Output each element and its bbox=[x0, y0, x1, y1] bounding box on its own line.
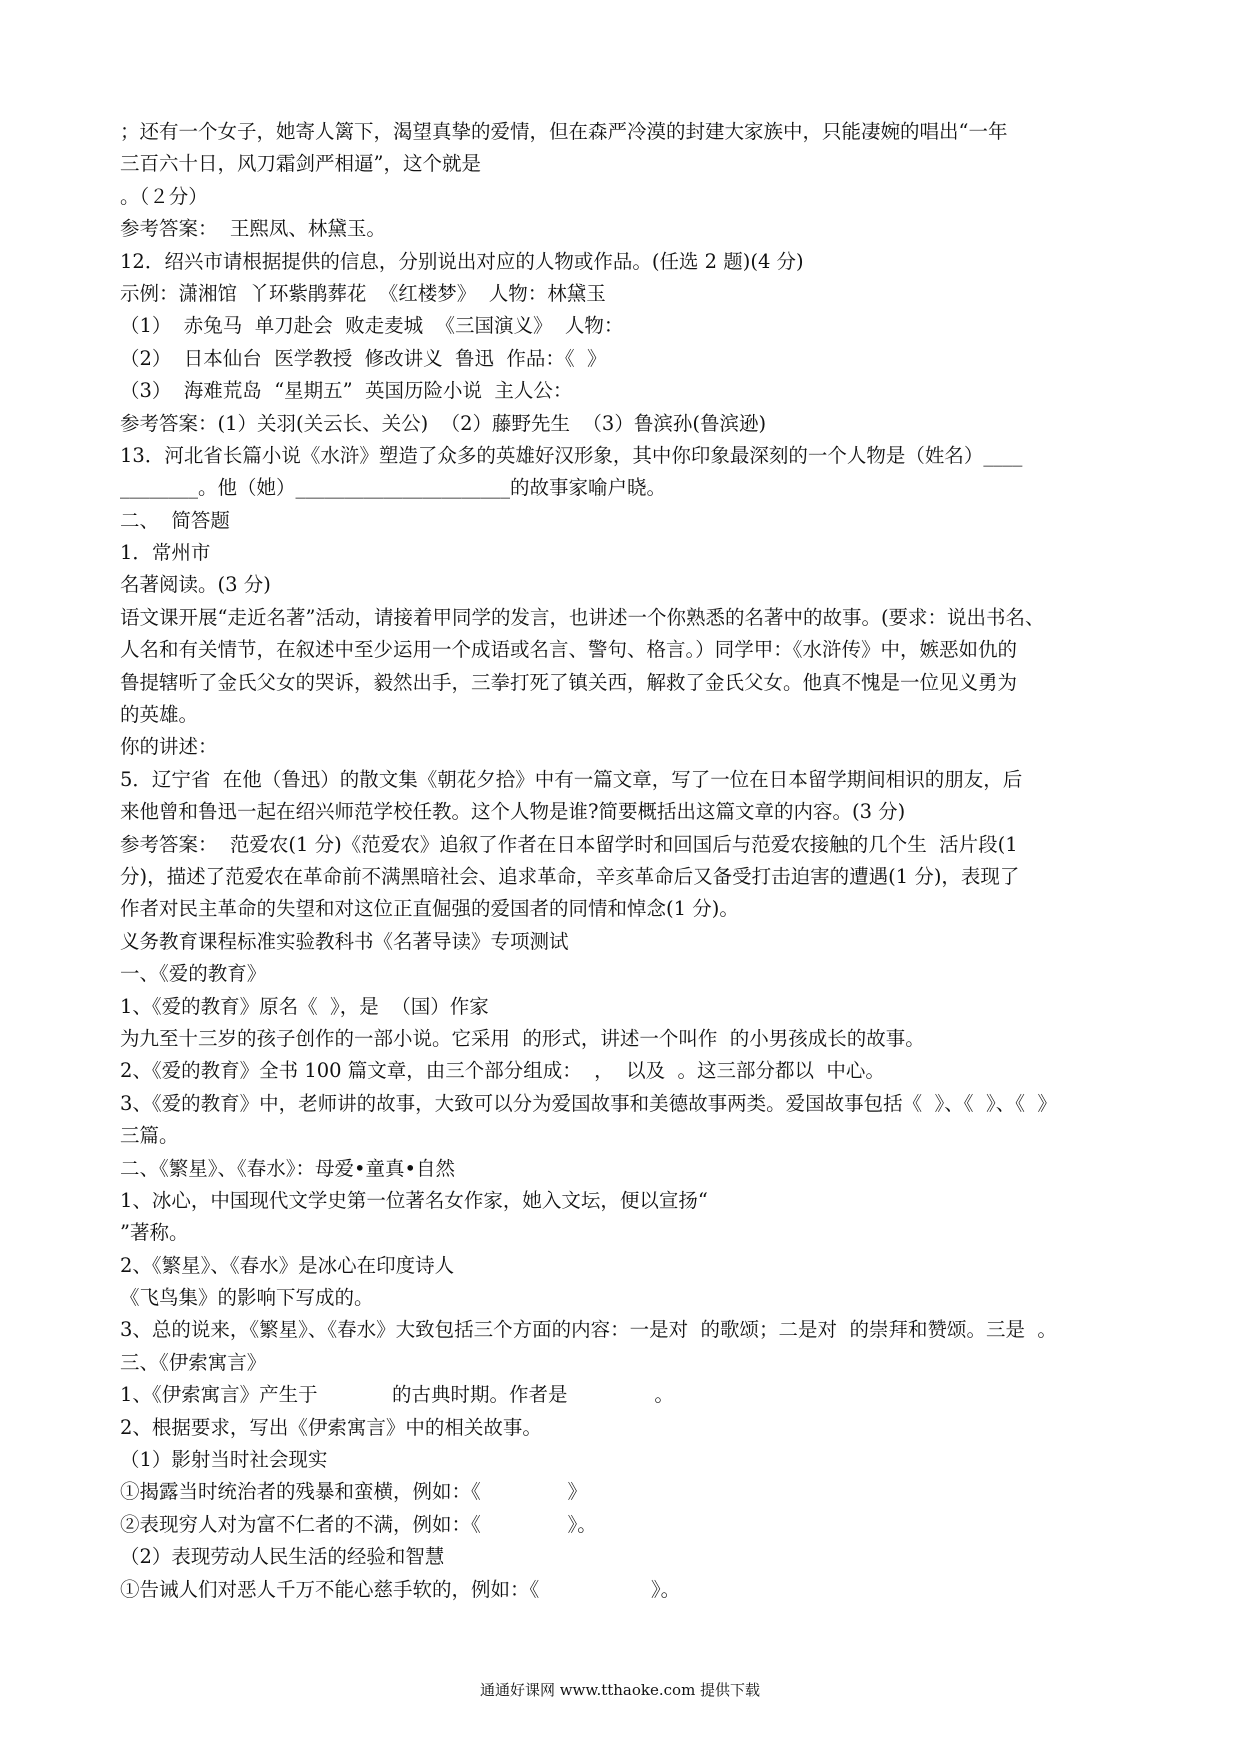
page-footer: 通通好课网 www.tthaoke.com 提供下载 bbox=[479, 1681, 761, 1699]
text-line: 2、《繁星》、《春水》是冰心在印度诗人 bbox=[120, 1253, 455, 1277]
text-line: ”著称。 bbox=[120, 1221, 189, 1245]
question-5: 5．辽宁省 在他（鲁迅）的散文集《朝花夕拾》中有一篇文章，写了一位在日本留学期间相识的朋友，后 bbox=[120, 767, 1023, 791]
question-12: 12．绍兴市请根据提供的信息，分别说出对应的人物或作品。(任选 2 题)(4 分) bbox=[120, 249, 804, 273]
text-line: ；还有一个女子，她寄人篱下，渴望真挚的爱情，但在森严冷漠的封建大家族中，只能凄婉的唱出“一年 bbox=[120, 120, 1008, 143]
text-line: 为九至十三岁的孩子创作的一部小说。它采用 的形式，讲述一个叫作 的小男孩成长的故事。 bbox=[120, 1026, 925, 1050]
text-line: 1．常州市 bbox=[120, 541, 211, 565]
test-title: 义务教育课程标准实验教科书《名著导读》专项测试 bbox=[120, 929, 569, 953]
text-line: ①告诫人们对恶人千万不能心慈手软的，例如：《 》。 bbox=[120, 1577, 681, 1601]
section-heading: 一、《爱的教育》 bbox=[120, 962, 267, 986]
text-line: 示例：潇湘馆 丫环紫鹃葬花 《红楼梦》 人物：林黛玉 bbox=[120, 281, 606, 305]
text-line: 2、《爱的教育》全书 100 篇文章，由三个部分组成： ， 以及 。这三部分都以 中心。 bbox=[120, 1059, 885, 1083]
text-line: （2）表现劳动人民生活的经验和智慧 bbox=[120, 1545, 445, 1569]
question-13: 13．河北省长篇小说《水浒》塑造了众多的英雄好汉形象，其中你印象最深刻的一个人物是（姓名）____ bbox=[120, 443, 1023, 467]
text-line: 2、根据要求，写出《伊索寓言》中的相关故事。 bbox=[120, 1415, 542, 1439]
text-line: 你的讲述： bbox=[120, 735, 218, 759]
section-heading: 二、《繁星》、《春水》：母爱•童真•自然 bbox=[120, 1156, 456, 1180]
text-line: （1） 赤兔马 单刀赴会 败走麦城 《三国演义》 人物： bbox=[120, 314, 624, 338]
text-line: 三篇。 bbox=[120, 1124, 179, 1148]
text-line: 1、《伊索寓言》产生于 的古典时期。作者是 。 bbox=[120, 1383, 674, 1407]
text-line: 名著阅读。(3 分) bbox=[120, 573, 271, 597]
text-line: 分)，描述了范爱农在革命前不满黑暗社会、追求革命，辛亥革命后又备受打击迫害的遭遇(1 分)，表现了 bbox=[120, 864, 1020, 888]
text-line: ②表现穷人对为富不仁者的不满，例如：《 》。 bbox=[120, 1512, 597, 1536]
text-line: 1、冰心，中国现代文学史第一位著名女作家，她入文坛，便以宣扬“ bbox=[120, 1188, 708, 1212]
text-line: 3、《爱的教育》中，老师讲的故事，大致可以分为爱国故事和美德故事两类。爱国故事包括《 》、《 》、《 》 bbox=[120, 1091, 1057, 1115]
document-body bbox=[120, 116, 1125, 1606]
answer-line: 参考答案：(1）关羽(关云长、关公) （2）藤野先生 （3）鲁滨孙(鲁滨逊) bbox=[120, 411, 767, 435]
text-line: 来他曾和鲁迅一起在绍兴师范学校任教。这个人物是谁?简要概括出这篇文章的内容。(3 分) bbox=[120, 800, 906, 824]
section-heading: 二、 简答题 bbox=[120, 508, 230, 532]
text-line: ①揭露当时统治者的残暴和蛮横，例如：《 》 bbox=[120, 1480, 588, 1504]
answer-line: 参考答案： 范爱农(1 分)《范爱农》追叙了作者在日本留学时和回国后与范爱农接触的几个生 活片段(1 bbox=[120, 832, 1018, 856]
text-line: 人名和有关情节，在叙述中至少运用一个成语或名言、警句、格言。）同学甲：《水浒传》中，嫉恶如仇的 bbox=[120, 638, 1018, 662]
text-line: 作者对民主革命的失望和对这位正直倔强的爱国者的同情和悼念(1 分)。 bbox=[120, 897, 739, 921]
text-line: 。（２分） bbox=[120, 184, 208, 208]
text-line: （3） 海难荒岛 “星期五” 英国历险小说 主人公： bbox=[120, 379, 573, 403]
text-line: 的英雄。 bbox=[120, 703, 199, 727]
text-line: 3、总的说来，《繁星》、《春水》大致包括三个方面的内容：一是对 的歌颂；二是对 的崇拜和赞颂。三是 。 bbox=[120, 1318, 1057, 1342]
section-heading: 三、《伊索寓言》 bbox=[120, 1350, 267, 1374]
text-line: 三百六十日，风刀霜剑严相逼”，这个就是 bbox=[120, 152, 481, 176]
text-line: 鲁提辖听了金氏父女的哭诉，毅然出手，三拳打死了镇关西，解救了金氏父女。他真不愧是一位见义勇为 bbox=[120, 670, 1018, 694]
text-line: 《飞鸟集》的影响下写成的。 bbox=[120, 1286, 374, 1310]
text-line: 1、《爱的教育》原名《 》，是 （国）作家 bbox=[120, 994, 489, 1018]
text-line: （2） 日本仙台 医学教授 修改讲义 鲁迅 作品：《 》 bbox=[120, 346, 607, 370]
text-line: （1）影射当时社会现实 bbox=[120, 1448, 328, 1472]
answer-line: 参考答案： 王熙凤、林黛玉。 bbox=[120, 217, 386, 241]
text-line: ________。他（她）______________________的故事家喻户晓。 bbox=[120, 476, 667, 500]
text-line: 语文课开展“走近名著”活动，请接着甲同学的发言，也讲述一个你熟悉的名著中的故事。(要求：说出书名、 bbox=[120, 605, 1045, 629]
